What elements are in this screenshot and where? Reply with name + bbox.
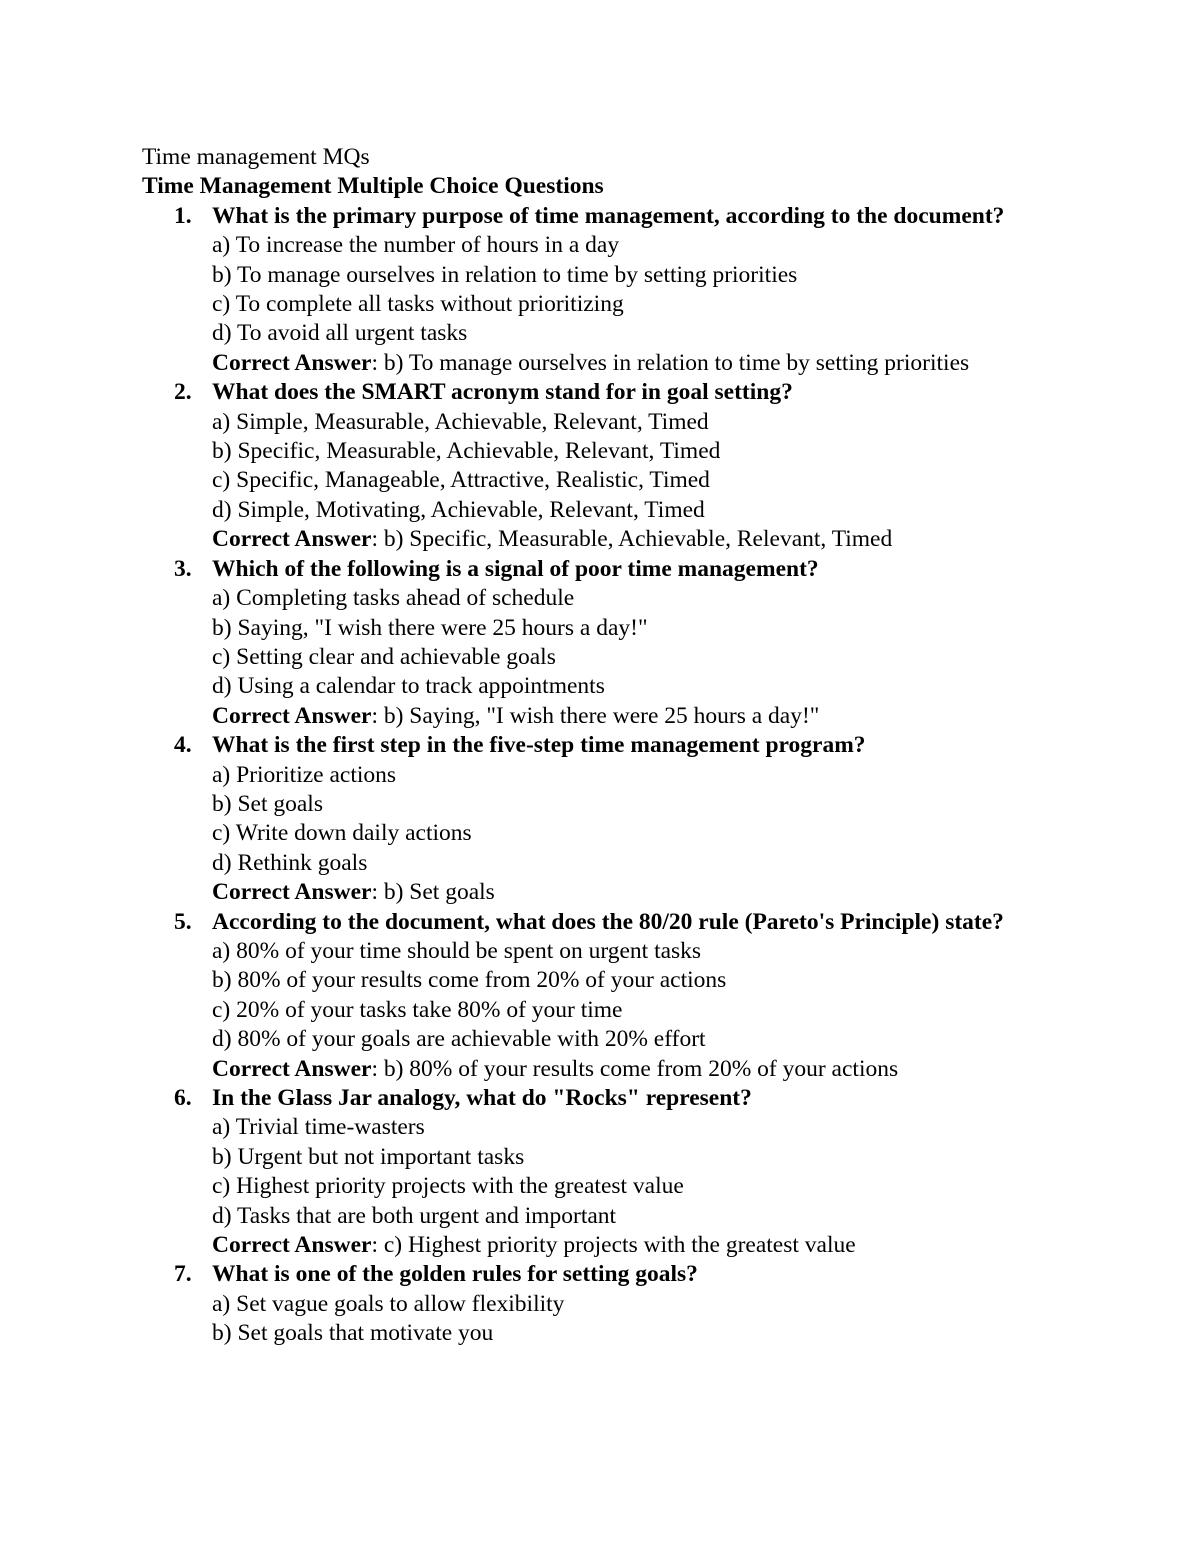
option-d: d) Simple, Motivating, Achievable, Relevant, Timed [212, 496, 705, 523]
option-b: b) 80% of your results come from 20% of your actions [212, 967, 727, 994]
question-text: In the Glass Jar analogy, what do "Rocks" represent? [212, 1085, 752, 1111]
option-c: c) Specific, Manageable, Attractive, Realistic, Timed [212, 467, 710, 494]
option-d: d) 80% of your goals are achievable with 20% effort [212, 1026, 706, 1053]
question-text: Which of the following is a signal of poor time management? [212, 555, 819, 582]
option-d: d) Tasks that are both urgent and important [212, 1202, 617, 1229]
option-a: a) Set vague goals to allow flexibility [212, 1290, 565, 1317]
option-a: a) Prioritize actions [212, 761, 397, 788]
question-number: 4. [174, 732, 192, 759]
option-c: c) Highest priority projects with the greatest value [212, 1173, 684, 1200]
option-a: a) To increase the number of hours in a day [212, 232, 620, 259]
question-number: 3. [174, 555, 192, 582]
question-number: 5. [174, 908, 192, 935]
correct-answer [212, 702, 1102, 731]
correct-answer-label: Correct Answer [212, 702, 372, 729]
option-d: d) Using a calendar to track appointments [212, 673, 605, 700]
correct-answer-label: Correct Answer [212, 1232, 372, 1259]
option-b: b) Urgent but not important tasks [212, 1143, 525, 1170]
option-d: d) To avoid all urgent tasks [212, 320, 468, 347]
option-c: c) To complete all tasks without prioritizing [212, 291, 624, 318]
option-c: c) Write down daily actions [212, 820, 472, 847]
correct-answer-text: : b) Saying, "I wish there were 25 hours a day!" [371, 702, 820, 729]
question-number: 2. [174, 379, 192, 406]
question-number: 6. [174, 1085, 192, 1111]
question-3 [142, 555, 1102, 731]
option-b: b) Specific, Measurable, Achievable, Relevant, Timed [212, 438, 721, 465]
option-d: d) Rethink goals [212, 849, 368, 876]
question-text: What is one of the golden rules for setting goals? [212, 1261, 698, 1288]
correct-answer-text: : b) Specific, Measurable, Achievable, Relevant, Timed [371, 526, 893, 553]
option-b: b) Set goals [212, 790, 323, 817]
question-5 [142, 908, 1102, 1084]
question-6 [142, 1084, 1102, 1260]
correct-answer [212, 878, 1102, 907]
option-c: c) 20% of your tasks take 80% of your time [212, 996, 623, 1023]
question-text: According to the document, what does the 80/20 rule (Pareto's Principle) state? [212, 908, 1004, 935]
question-text: What does the SMART acronym stand for in goal setting? [212, 379, 793, 406]
option-a: a) 80% of your time should be spent on urgent tasks [212, 937, 702, 964]
correct-answer-label: Correct Answer [212, 349, 372, 376]
correct-answer-text: : b) 80% of your results come from 20% of your actions [371, 1055, 899, 1082]
question-2 [142, 378, 1102, 554]
option-a: a) Trivial time-wasters [212, 1114, 425, 1141]
option-b: b) Set goals that motivate you [212, 1320, 494, 1347]
option-c: c) Setting clear and achievable goals [212, 643, 556, 670]
document-title: Time management MQs [142, 144, 370, 170]
correct-answer-text: : b) To manage ourselves in relation to time by setting priorities [371, 349, 970, 376]
option-a: a) Simple, Measurable, Achievable, Relevant, Timed [212, 408, 709, 435]
correct-answer-label: Correct Answer [212, 1055, 372, 1082]
option-b: b) To manage ourselves in relation to time by setting priorities [212, 261, 798, 288]
questions-heading: Time Management Multiple Choice Questions [142, 173, 604, 200]
correct-answer-label: Correct Answer [212, 526, 372, 553]
question-7 [142, 1260, 1102, 1348]
correct-answer [212, 1055, 1102, 1084]
correct-answer-text: : c) Highest priority projects with the greatest value [371, 1232, 856, 1259]
correct-answer [212, 349, 1102, 378]
question-number: 7. [174, 1261, 192, 1288]
option-b: b) Saying, "I wish there were 25 hours a day!" [212, 614, 648, 641]
question-4 [142, 731, 1102, 907]
correct-answer-text: : b) Set goals [371, 879, 495, 906]
question-1 [142, 202, 1102, 378]
correct-answer-label: Correct Answer [212, 879, 372, 906]
question-text: What is the first step in the five-step time management program? [212, 732, 866, 759]
correct-answer [212, 1231, 1102, 1260]
question-text: What is the primary purpose of time management, according to the document? [212, 202, 1005, 229]
question-number: 1. [174, 202, 192, 229]
option-a: a) Completing tasks ahead of schedule [212, 585, 575, 612]
document-page [142, 143, 1102, 1349]
correct-answer [212, 525, 1102, 554]
